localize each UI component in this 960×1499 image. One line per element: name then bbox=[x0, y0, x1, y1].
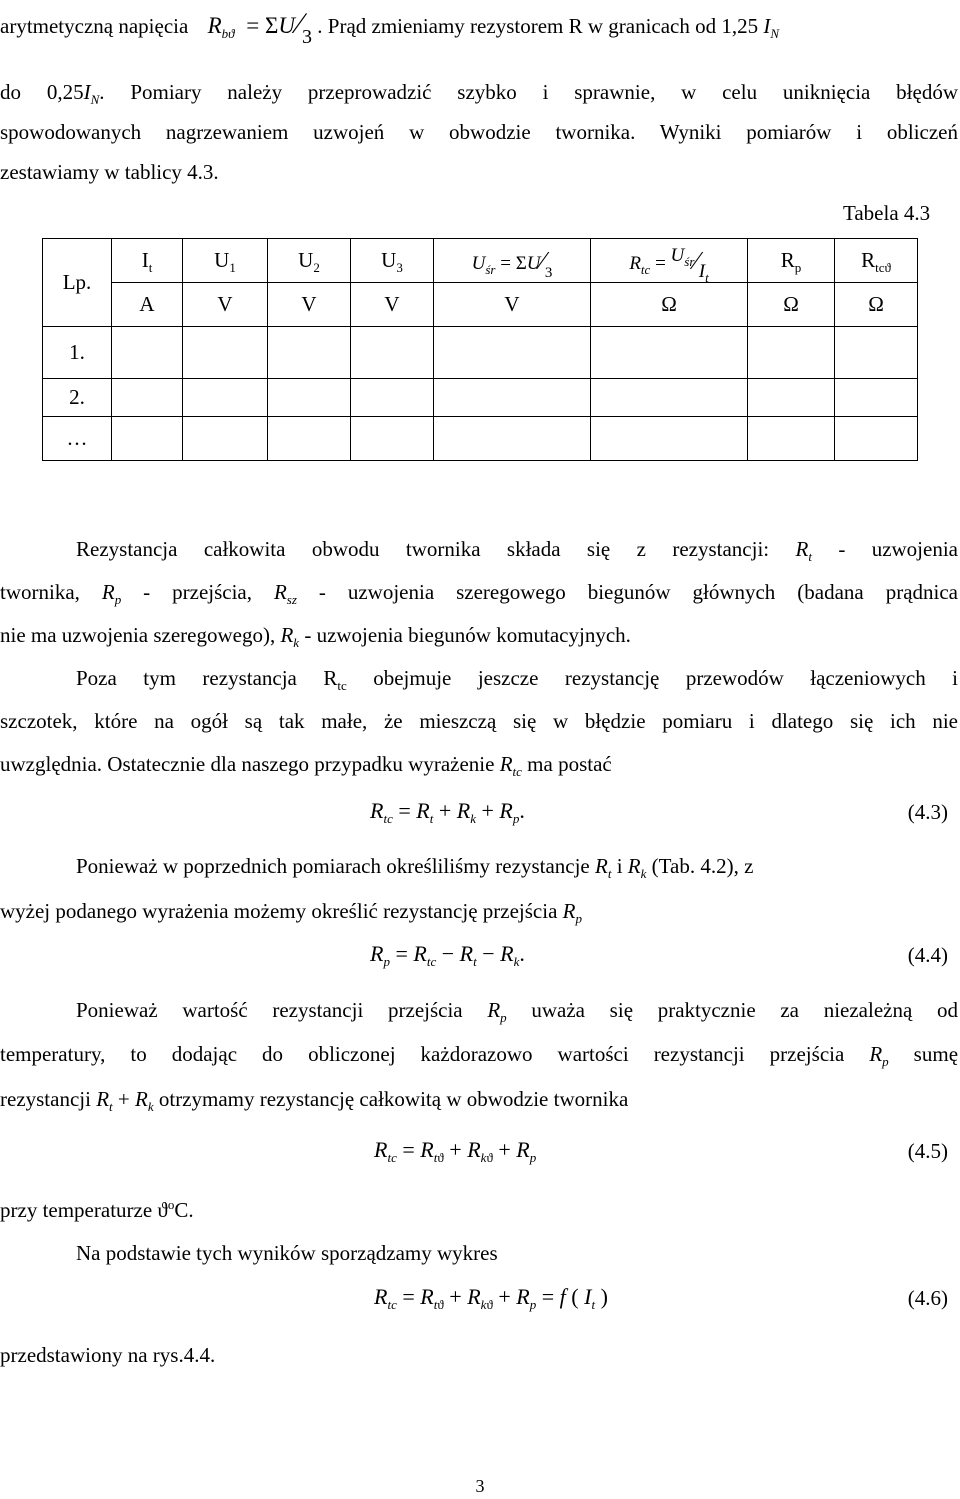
table-unit-u1: V bbox=[183, 283, 268, 327]
table-row-lp: … bbox=[43, 417, 112, 461]
table-header-it: $I_t$ bbox=[112, 239, 183, 283]
table-row bbox=[43, 417, 918, 461]
paragraph-4-line-3: rezystancji $R_t + R_k$ otrzymamy rezystancję całkowitą w obwodzie twornika bbox=[0, 1087, 629, 1114]
table-header-u1: $U_1$ bbox=[183, 239, 268, 283]
table-row bbox=[43, 327, 918, 379]
table-header-lp: Lp. bbox=[43, 239, 112, 327]
paragraph-2-line-3: uwzględnia. Ostatecznie dla naszego przypadku wyrażenie $R_{tc}$ ma postać bbox=[0, 752, 612, 779]
table-unit-u2: V bbox=[268, 283, 351, 327]
equation-number-4-6: (4.6) bbox=[907, 1286, 948, 1310]
intro-line-1: arytmetyczną napięcia $R_{bϑ}$ = ΣU∕3 . Prąd zmieniamy rezystorem R w granicach od 1,25 $I_N$ bbox=[0, 7, 780, 48]
table-header-rtc: $R_{tc}$ = $U_{śr}∕I_t$ bbox=[591, 239, 748, 283]
intro-line-4: zestawiamy w tablicy 4.3. bbox=[0, 160, 219, 184]
paragraph-7: przedstawiony na rys.4.4. bbox=[0, 1343, 216, 1367]
table-header-rtctheta: $R_{tcϑ}$ bbox=[835, 239, 918, 283]
table-header-u2: $U_2$ bbox=[268, 239, 351, 283]
equation-number-4-3: (4.3) bbox=[907, 800, 948, 824]
table-unit-usr: V bbox=[434, 283, 591, 327]
mean-voltage-formula: $R_{bϑ}$ = ΣU∕3 bbox=[207, 7, 313, 48]
table-row-lp: 2. bbox=[43, 379, 112, 417]
equation-4-5: $R_{tc} = R_{tϑ} + R_{kϑ} + R_p$ bbox=[374, 1137, 537, 1165]
paragraph-1-line-2: twornika, $R_p$ - przejścia, $R_{sz}$ - uzwojenia szeregowego biegunów głównych (badana prądnica bbox=[0, 580, 958, 607]
table-header-rp: $R_p$ bbox=[748, 239, 835, 283]
page-number: 3 bbox=[475, 1476, 485, 1496]
paragraph-1-line-1: Rezystancja całkowita obwodu twornika składa się z rezystancji: $R_t$ - uzwojenia bbox=[76, 537, 958, 564]
paragraph-3-line-1: Ponieważ w poprzednich pomiarach określiliśmy rezystancje $R_t$ i $R_k$ (Tab. 4.2), z bbox=[76, 854, 754, 881]
table-row-lp: 1. bbox=[43, 327, 112, 379]
table-unit-rtctheta: Ω bbox=[835, 283, 918, 327]
intro-line-2: do $0,25I_N$. Pomiary należy przeprowadzić szybko i sprawnie, w celu uniknięcia błędów bbox=[0, 80, 959, 107]
table-header-u3: $U_3$ bbox=[351, 239, 434, 283]
equation-number-4-4: (4.4) bbox=[907, 943, 948, 967]
table-unit-rp: Ω bbox=[748, 283, 835, 327]
table-unit-it: A bbox=[112, 283, 183, 327]
paragraph-1-line-3: nie ma uzwojenia szeregowego), $R_k$ - uzwojenia biegunów komutacyjnych. bbox=[0, 623, 631, 650]
paragraph-4-line-2: temperatury, to dodając do obliczonej każdorazowo wartości rezystancji przejścia $R_p$ sumę bbox=[0, 1042, 959, 1069]
paragraph-2-line-2: szczotek, które na ogół są tak małe, że mieszczą się w błędzie pomiaru i dlatego się ich nie bbox=[0, 709, 958, 733]
table-unit-rtc: Ω bbox=[591, 283, 748, 327]
equation-number-4-5: (4.5) bbox=[907, 1139, 948, 1163]
paragraph-4-line-1: Ponieważ wartość rezystancji przejścia $R_p$ uważa się praktycznie za niezależną od bbox=[76, 998, 958, 1025]
equation-4-3: $R_{tc} = R_t + R_k + R_p$. bbox=[370, 798, 525, 826]
paragraph-2-line-1: Poza tym rezystancja $R_{tc}$ obejmuje jeszcze rezystancję przewodów łączeniowych i bbox=[76, 666, 959, 693]
paragraph-6: Na podstawie tych wyników sporządzamy wykres bbox=[76, 1241, 498, 1265]
table-header-usr: $U_{śr}$ = $\Sigma U∕_3$ bbox=[434, 239, 591, 283]
table-caption: Tabela 4.3 bbox=[843, 201, 931, 225]
paragraph-5: przy temperaturze $ϑ^oC$. bbox=[0, 1197, 194, 1222]
table-row bbox=[43, 379, 918, 417]
equation-4-4: $R_p = R_{tc} - R_t - R_k$. bbox=[370, 941, 525, 969]
table-unit-u3: V bbox=[351, 283, 434, 327]
intro-line-3: spowodowanych nagrzewaniem uzwojeń w obwodzie twornika. Wyniki pomiarów i obliczeń bbox=[0, 120, 958, 144]
measurement-table bbox=[42, 238, 918, 461]
paragraph-3-line-2: wyżej podanego wyrażenia możemy określić rezystancję przejścia $R_p$ bbox=[0, 899, 582, 926]
equation-4-6: $R_{tc} = R_{tϑ} + R_{kϑ} + R_p = f$ ( $I_t$ ) bbox=[374, 1284, 608, 1312]
